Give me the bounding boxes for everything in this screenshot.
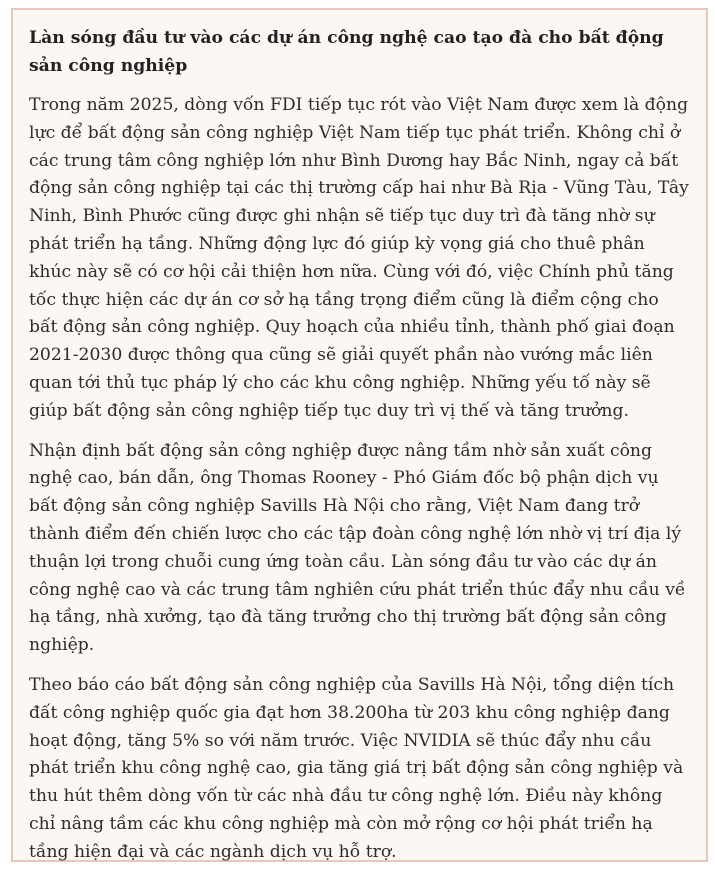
article-heading: Làn sóng đầu tư vào các dự án công nghệ cao tạo đà cho bất động sản công nghiệp (29, 28, 664, 76)
article-paragraph-1: Trong năm 2025, dòng vốn FDI tiếp tục rót vào Việt Nam được xem là động lực để bất động sản công nghiệp Việt Nam tiếp tục phát triển. Không chỉ ở các trung tâm công nghiệp lớn như Bình Dương hay Bắc Ninh, ngay cả bất động sản công nghiệp tại các thị trường cấp hai như Bà Rịa - Vũng Tàu, Tây Ninh, Bình Phước cũng được ghi nhận sẽ tiếp tục duy trì đà tăng nhờ sự phát triển hạ tầng. Những động lực đó giúp kỳ vọng giá cho thuê phân khúc này sẽ có cơ hội cải thiện hơn nữa. Cùng với đó, việc Chính phủ tăng tốc thực hiện các dự án cơ sở hạ tầng trọng điểm cũng là điểm cộng cho bất động sản công nghiệp. Quy hoạch của nhiều tỉnh, thành phố giai đoạn 2021-2030 được thông qua cũng sẽ giải quyết phần nào vướng mắc liên quan tới thủ tục pháp lý cho các khu công nghiệp. Những yếu tố này sẽ giúp bất động sản công nghiệp tiếp tục duy trì vị thế và tăng trưởng. (29, 95, 689, 421)
article-paragraph-2: Nhận định bất động sản công nghiệp được nâng tầm nhờ sản xuất công nghệ cao, bán dẫn, ông Thomas Rooney - Phó Giám đốc bộ phận dịch vụ bất động sản công nghiệp Savills Hà Nội cho rằng, Việt Nam đang trở thành điểm đến chiến lược cho các tập đoàn công nghệ lớn nhờ vị trí địa lý thuận lợi trong chuỗi cung ứng toàn cầu. Làn sóng đầu tư vào các dự án công nghệ cao và các trung tâm nghiên cứu phát triển thúc đẩy nhu cầu về hạ tầng, nhà xưởng, tạo đà tăng trưởng cho thị trường bất động sản công nghiệp. (29, 440, 686, 656)
article-paragraph-3: Theo báo cáo bất động sản công nghiệp của Savills Hà Nội, tổng diện tích đất công nghiệp quốc gia đạt hơn 38.200ha từ 203 khu công nghiệp đang hoạt động, tăng 5% so với năm trước. Việc NVIDIA sẽ thúc đẩy nhu cầu phát triển khu công nghệ cao, gia tăng giá trị bất động sản công nghiệp và thu hút thêm dòng vốn từ các nhà đầu tư công nghệ lớn. Điều này không chỉ nâng tầm các khu công nghiệp mà còn mở rộng cơ hội phát triển hạ tầng hiện đại và các ngành dịch vụ hỗ trợ. (29, 674, 684, 862)
article-box (11, 8, 708, 862)
